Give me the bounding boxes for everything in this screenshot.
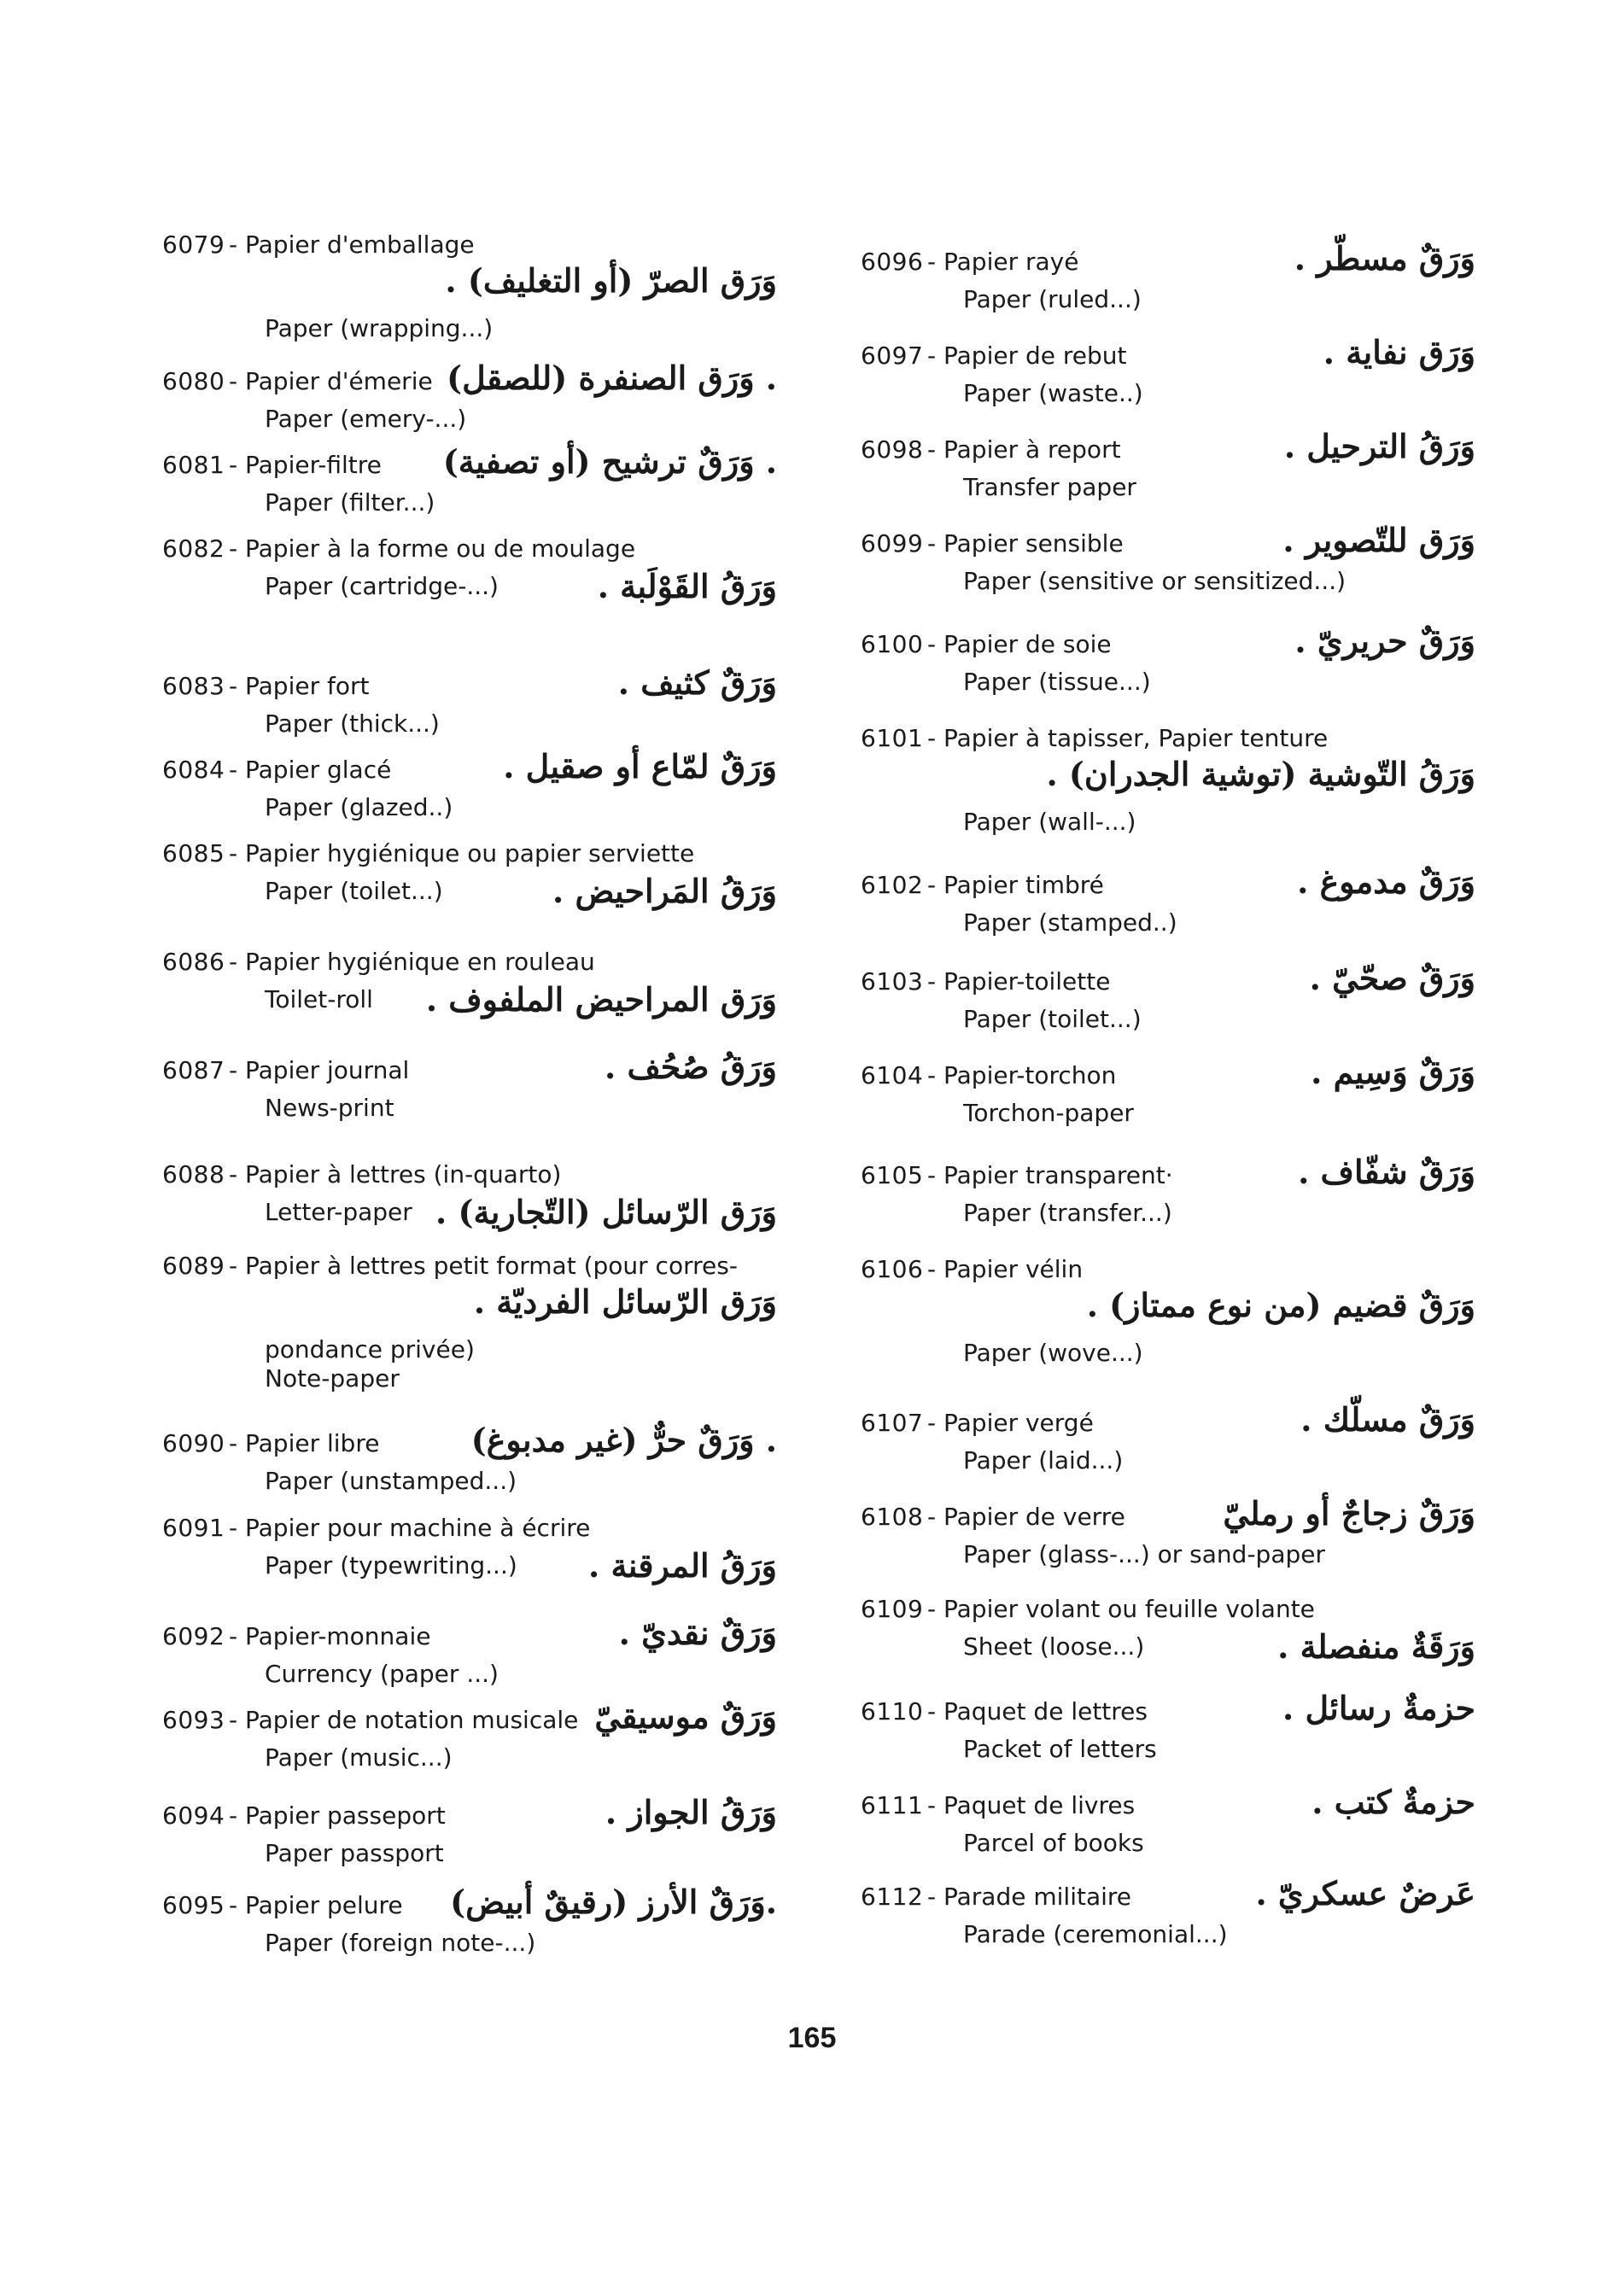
- french-term: - Papier-toilette: [927, 967, 1111, 996]
- arabic-term: وَرَقُ المَراحيض .: [552, 872, 777, 910]
- english-term: Paper (sensitive or sensitized...): [963, 567, 1347, 595]
- entry-number: 6090: [162, 1429, 225, 1457]
- arabic-term: وَرَقٌ زجاجٌ أو رمليّ: [1223, 1494, 1475, 1533]
- entry-number: 6107: [861, 1409, 924, 1437]
- french-term: - Papier d'emballage: [229, 231, 475, 259]
- english-term: Paper (thick...): [265, 709, 440, 738]
- arabic-term: وَرَق المراحيض الملفوف .: [425, 980, 777, 1019]
- arabic-term: وَرَق الرّسائل الفرديّة .: [473, 1282, 777, 1321]
- french-term: - Papier d'émerie: [229, 367, 433, 395]
- french-term: - Papier de rebut: [927, 342, 1127, 370]
- entry-number: 6096: [861, 248, 924, 276]
- entry-number: 6110: [861, 1697, 924, 1725]
- entry-number: 6111: [861, 1791, 924, 1819]
- english-term: Paper (wrapping...): [265, 314, 494, 342]
- french-term: - Papier hygiénique ou papier serviette: [229, 839, 695, 867]
- entry-number: 6098: [861, 435, 924, 464]
- english-term: Paper (filter...): [265, 488, 435, 517]
- entry-number: 6109: [861, 1595, 924, 1623]
- french-term: - Paquet de lettres: [927, 1697, 1148, 1725]
- entry-number: 6087: [162, 1056, 225, 1084]
- entry-number: 6085: [162, 839, 225, 867]
- french-term: - Papier à report: [927, 435, 1121, 464]
- english-term: Paper (glass-...) or sand-paper: [963, 1540, 1325, 1568]
- french-term: - Papier-monnaie: [229, 1622, 431, 1650]
- arabic-term: وَرَقٌ قضيم (من نوع ممتاز) .: [1086, 1286, 1475, 1324]
- french-term: - Papier de verre: [927, 1503, 1125, 1531]
- french-term: - Parade militaire: [927, 1883, 1132, 1911]
- french-term: - Paquet de livres: [927, 1791, 1136, 1819]
- arabic-term: وَرَقٌ كثيف .: [617, 663, 777, 702]
- english-term: Paper (transfer...): [963, 1199, 1172, 1227]
- english-term: Transfer paper: [963, 473, 1136, 501]
- french-term: - Papier pelure: [229, 1891, 403, 1919]
- page-number: 165: [787, 2022, 837, 2054]
- arabic-term: وَرَقٌ موسيقيّ: [594, 1697, 777, 1736]
- arabic-term: وَرَقَةٌ منفصلة .: [1277, 1627, 1475, 1666]
- french-term: - Papier de notation musicale: [229, 1706, 579, 1734]
- french-term: - Papier transparent·: [927, 1161, 1173, 1189]
- english-term: Sheet (loose...): [963, 1632, 1145, 1661]
- arabic-term: وَرَقٌ لمّاع أو صقيل .: [503, 747, 777, 785]
- arabic-term: وَرَقُ الجواز .: [605, 1793, 777, 1831]
- english-term: Parade (ceremonial...): [963, 1920, 1228, 1948]
- arabic-term: . وَرَقٌ ترشيح (أو تصفية): [442, 442, 777, 481]
- french-term: - Papier pour machine à écrire: [229, 1514, 591, 1542]
- entry-number: 6083: [162, 672, 225, 700]
- entry-number: 6086: [162, 948, 225, 976]
- english-term: Packet of letters: [963, 1735, 1157, 1763]
- entry-number: 6100: [861, 630, 924, 658]
- arabic-term: وَرَق الصرّ (أو التغليف) .: [445, 261, 777, 300]
- entry-number: 6106: [861, 1255, 924, 1283]
- english-term: Letter-paper: [265, 1198, 412, 1226]
- french-term: - Papier sensible: [927, 529, 1124, 558]
- arabic-term: وَرَق الرّسائل (التّجارية) .: [435, 1193, 777, 1231]
- english-term: Currency (paper ...): [265, 1660, 499, 1688]
- entry-number: 6103: [861, 967, 924, 996]
- arabic-term: وَرَقٌ نقديّ .: [618, 1614, 777, 1652]
- french-term: - Papier rayé: [927, 248, 1079, 276]
- french-term: - Papier volant ou feuille volante: [927, 1595, 1315, 1623]
- english-term-secondary: Note-paper: [265, 1364, 400, 1393]
- entry-number: 6089: [162, 1252, 225, 1280]
- arabic-term: وَرَقٌ حريريّ .: [1294, 622, 1475, 660]
- french-term: - Papier à tapisser, Papier tenture: [927, 724, 1329, 752]
- english-term: Paper (music...): [265, 1743, 453, 1772]
- entry-number: 6099: [861, 529, 924, 558]
- entry-number: 6079: [162, 231, 225, 259]
- french-term: - Papier fort: [229, 672, 370, 700]
- english-term: Paper (emery-...): [265, 405, 467, 433]
- entry-number: 6084: [162, 756, 225, 784]
- english-term: Paper passport: [265, 1839, 444, 1867]
- english-term: Paper (cartridge-...): [265, 572, 499, 600]
- arabic-term: وَرَقُ المرقنة .: [588, 1546, 777, 1585]
- entry-number: 6095: [162, 1891, 225, 1919]
- arabic-term: . وَرَقٌ حرٌّ (غير مدبوغ): [470, 1421, 777, 1459]
- french-term: - Papier-filtre: [229, 451, 382, 479]
- entry-number: 6108: [861, 1503, 924, 1531]
- arabic-term: وَرَقٌ مسطّر .: [1294, 239, 1475, 277]
- french-term: - Papier vergé: [927, 1409, 1094, 1437]
- arabic-term: وَرَق للتّصوير .: [1282, 521, 1475, 559]
- entry-number: 6091: [162, 1514, 225, 1542]
- english-term: Paper (foreign note-...): [265, 1929, 536, 1957]
- french-term: - Papier à lettres petit format (pour corres-: [229, 1252, 738, 1280]
- english-term: Paper (stamped..): [963, 908, 1177, 937]
- entry-number: 6112: [861, 1883, 924, 1911]
- entry-number: 6101: [861, 724, 924, 752]
- english-term: Paper (wove...): [963, 1339, 1143, 1367]
- english-term: Paper (ruled...): [963, 285, 1142, 313]
- entry-number: 6097: [861, 342, 924, 370]
- entry-number: 6092: [162, 1622, 225, 1650]
- arabic-term: وَرَقٌ شفّاف .: [1298, 1153, 1475, 1191]
- english-term: Paper (laid...): [963, 1446, 1124, 1474]
- french-term: - Papier-torchon: [927, 1061, 1117, 1089]
- entry-number: 6104: [861, 1061, 924, 1089]
- arabic-term: وَرَقُ القَوْلَبة .: [597, 567, 777, 605]
- french-term: - Papier passeport: [229, 1801, 446, 1830]
- english-term: Parcel of books: [963, 1829, 1144, 1857]
- entry-number: 6105: [861, 1161, 924, 1189]
- entry-number: 6081: [162, 451, 225, 479]
- arabic-term: وَرَقٌ وَسِيم .: [1311, 1053, 1475, 1091]
- french-term: - Papier journal: [229, 1056, 410, 1084]
- english-term: Paper (glazed..): [265, 793, 453, 821]
- arabic-term: وَرَقٌ صحّيّ .: [1309, 959, 1475, 997]
- english-term: Paper (tissue...): [963, 668, 1151, 696]
- english-term: Paper (unstamped...): [265, 1467, 517, 1495]
- arabic-term: وَرَقٌ مسلّك .: [1300, 1400, 1475, 1439]
- french-term: - Papier à la forme ou de moulage: [229, 534, 636, 563]
- arabic-term: عَرضٌ عسكريّ .: [1255, 1874, 1475, 1912]
- arabic-term: حزمةٌ رسائل .: [1282, 1689, 1475, 1727]
- english-term: News-print: [265, 1094, 394, 1122]
- french-term: - Papier à lettres (in-quarto): [229, 1160, 562, 1188]
- arabic-term: وَرَقٌ مدموغ .: [1297, 862, 1475, 901]
- arabic-term: حزمةٌ كتب .: [1311, 1783, 1475, 1821]
- entry-number: 6094: [162, 1801, 225, 1830]
- english-term: Torchon-paper: [963, 1099, 1134, 1127]
- english-term: pondance privée): [265, 1335, 475, 1363]
- english-term: Paper (toilet...): [265, 877, 443, 905]
- french-term: - Papier de soie: [927, 630, 1112, 658]
- english-term: Paper (waste..): [963, 379, 1143, 407]
- entry-number: 6102: [861, 871, 924, 899]
- arabic-term: .وَرَقٌ الأرز (رقيقٌ أبيض): [450, 1883, 777, 1921]
- french-term: - Papier hygiénique en rouleau: [229, 948, 595, 976]
- entry-number: 6080: [162, 367, 225, 395]
- arabic-term: وَرَقُ الترحيل .: [1283, 427, 1475, 465]
- entry-number: 6088: [162, 1160, 225, 1188]
- french-term: - Papier vélin: [927, 1255, 1084, 1283]
- arabic-term: . وَرَق الصنفرة (للصقل): [447, 359, 777, 397]
- arabic-term: وَرَق نفاية .: [1323, 333, 1475, 371]
- english-term: Paper (wall-...): [963, 808, 1136, 836]
- english-term: Paper (typewriting...): [265, 1551, 517, 1579]
- arabic-term: وَرَقُ صُحُف .: [604, 1048, 777, 1086]
- french-term: - Papier timbré: [927, 871, 1104, 899]
- french-term: - Papier libre: [229, 1429, 380, 1457]
- french-term: - Papier glacé: [229, 756, 392, 784]
- entry-number: 6093: [162, 1706, 225, 1734]
- arabic-term: وَرَقُ التّوشية (توشية الجدران) .: [1046, 755, 1475, 793]
- english-term: Paper (toilet...): [963, 1005, 1142, 1033]
- english-term: Toilet-roll: [265, 985, 373, 1013]
- entry-number: 6082: [162, 534, 225, 563]
